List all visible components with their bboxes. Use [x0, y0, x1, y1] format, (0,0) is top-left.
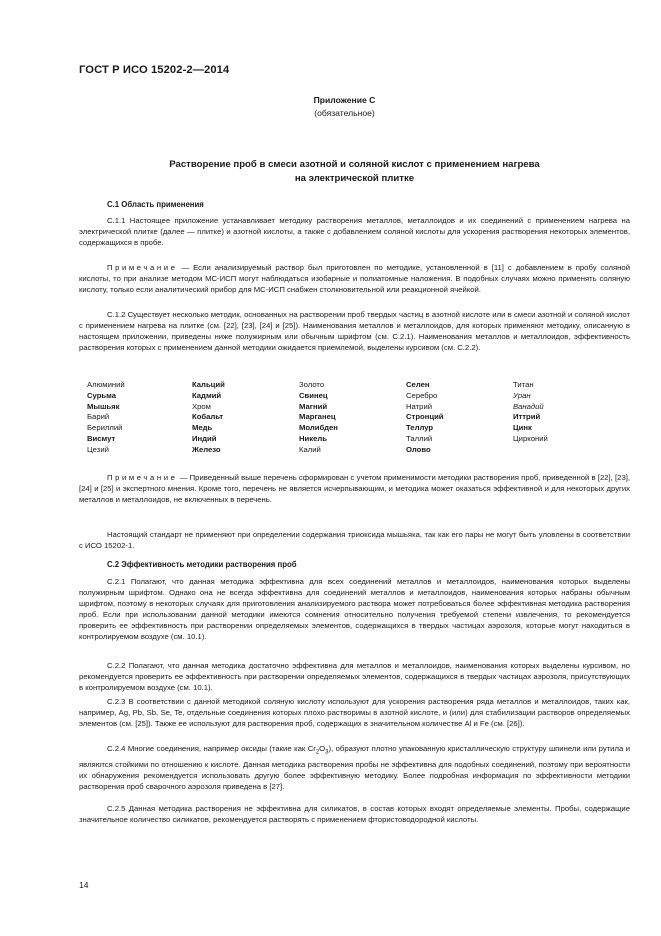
page-number: 14 [79, 880, 89, 890]
chem-subscript: 2 [315, 749, 320, 756]
element-item: Золото [299, 380, 325, 389]
element-item: Барий [87, 412, 110, 422]
element-item: Иттрий [513, 412, 541, 422]
element-item: Цинк [513, 423, 532, 433]
standard-header: ГОСТ Р ИСО 15202-2—2014 [79, 64, 230, 76]
element-item: Сурьма [87, 390, 117, 400]
paragraph-trioxide: Настоящий стандарт не применяют при определении содержания триоксида мышьяка, так как его пары не могут быть уловлены в соответствии с ИСО 15202-1. [79, 530, 630, 551]
element-item: Хром [192, 401, 211, 411]
annex-title-line-2: на электрической плитке [294, 173, 415, 184]
paragraph-c2-4 [79, 743, 630, 792]
element-item: Цирконий [513, 433, 548, 443]
annex-title [79, 158, 630, 186]
annex-title-line-1: Растворение проб в смеси азотной и соляной кислот с применением нагрева [169, 159, 540, 170]
element-item: Бериллий [87, 423, 123, 433]
element-item: Кадмий [192, 390, 222, 400]
element-item: Кобальт [192, 412, 224, 422]
paragraph-c2-2: С.2.2 Полагают, что данная методика достаточно эффективна для металлов и металлоидов, наименования которых выделены курсивом, но рекомендуется проверить ее эффективность при растворении определяемых элементов, содержащихся в твердых частицах аэрозоля, присутствующих в контролируемом воздухе (см. 10.1). [79, 661, 630, 693]
element-item: Титан [513, 380, 534, 389]
paragraph-c1-2: С.1.2 Существует несколько методик, основанных на растворении проб твердых частиц в азотной кислоте или в смеси азотной и соляной кислот с применением нагрева на плитке (см. [22], [23], [24] и [25]). Наименования металлов и металлоидов, для которых применяют методику, описанную в настоящем приложении, приведены ниже полужирным или обычным шрифтом (см. С.2.1). Наименования металлов и металлоидов, эффективность растворения которых с применением данной методики ожидается приемлемой, выделены курсивом (см. С.2.2). [79, 310, 630, 353]
element-list-col-4 [406, 380, 444, 456]
element-item: Индий [192, 433, 217, 443]
chem-subscript: 3 [325, 749, 329, 756]
note-2 [79, 472, 630, 505]
element-item: Калий [299, 444, 321, 454]
element-item: Мышьяк [87, 401, 120, 411]
element-list-col-3 [299, 380, 338, 456]
annex-label: Приложение С [313, 95, 376, 105]
element-item: Теллур [406, 423, 434, 433]
element-item: Железо [192, 444, 221, 454]
note-2-label: Примечание [107, 473, 178, 482]
note-1-text: — Если анализируемый раствор был приготовлен по методике, установленной в [11] с добавлением в пробу соляной кислоты, то при анализе методом МС-ИСП могут наблюдаться изобарные и полиатомные наложения. В подобных случаях можно применять соляную кислоту, только если аналитический прибор для МС-ИСП снабжен столкновительной или реакционной ячейкой. [79, 263, 630, 295]
element-item: Таллий [406, 433, 433, 443]
element-item: Серебро [406, 390, 438, 400]
section-c1-heading: С.1 Область применения [107, 200, 204, 209]
note-1 [79, 262, 630, 295]
element-item: Свинец [299, 390, 328, 400]
c2-4-text-start: С.2.4 Многие соединения, например оксиды (такие как Cr [107, 744, 316, 753]
paragraph-c1-1: С.1.1 Настоящее приложение устанавливает методику растворения металлов, металлоидов и их соединений с применением нагрева на электрической плитке (далее — плитке) и азотной кислоты, а также с добавлением соляной кислоты для ускорения растворения некоторых элементов, содержащихся в пробе. [79, 216, 630, 248]
paragraph-c2-1: С.2.1 Полагают, что данная методика эффективна для всех соединений металлов и металлоидов, наименования которых выделены полужирным шрифтом. Однако она не всегда эффективна для соединений металлов и металлоидов, наименования которых набраны обычным шрифтом, поэтому в некоторых случаях для приготовления анализируемого раствора может потребоваться более эффективная методика растворения проб. Если при использовании данной методики имеются сомнения относительно получения требуемой степени извлечения, то рекомендуется проверить ее эффективность при растворении определяемых элементов, содержащихся в твердых частицах аэрозоля, которые могут находиться в контролируемом воздухе (см. 10.1). [79, 577, 630, 642]
element-item: Стронций [406, 412, 444, 422]
element-item: Натрий [406, 401, 433, 411]
element-item: Селен [406, 380, 430, 389]
element-item: Медь [192, 423, 213, 433]
element-item: Магний [299, 401, 328, 411]
element-item: Олово [406, 444, 431, 454]
paragraph-c2-3: С.2.3 В соответствии с данной методикой соляную кислоту используют для ускорения растворения ряда металлов и металлоидов, таких как, например, Ag, Pb, Sb, Se, Te, отдельные соединения которых плохо растворимы в азотной кислоте, и (или) для стабилизации растворов определяемых элементов (см. [25]). Также ее используют для растворения проб, содержащих в значительном количестве Al и Fe (см. [26]). [79, 697, 630, 729]
element-list-col-2 [192, 380, 225, 456]
element-item: Марганец [299, 412, 336, 422]
annex-status: (обязательное) [314, 108, 375, 118]
element-item: Висмут [87, 433, 116, 443]
section-c2-heading: С.2 Эффективность методики растворения проб [107, 560, 297, 569]
element-list-col-5 [513, 380, 548, 445]
element-list-col-1 [87, 380, 125, 456]
element-item: Никель [299, 433, 328, 443]
element-item: Уран [513, 390, 531, 400]
element-item: Ванадий [513, 401, 544, 411]
chem-oxygen: O [319, 744, 326, 753]
note-2-text: — Приведенный выше перечень сформирован с учетом применимости методики растворения проб, приведенной в [22], [23], [24] и [25] и экспертного мнения. Кроме того, перечень не является исчерпывающим, и методика может оказаться эффективной и для некоторых других металлов и металлоидов, не включенных в перечень. [79, 473, 630, 505]
element-item: Алюминий [87, 380, 125, 389]
c2-4-text-end: ), образуют плотно упакованную кристаллическую структуру шпинели или рутила и являются стойкими по отношению к кислоте. Данная методика растворения пробы не эффективна для подобных соединений, поэтому при вероятности их обнаружения рекомендуется использовать другую более эффективную методику. Более подробная информация по эффективности методики растворения проб сварочного аэрозоля приведена в [27]. [79, 744, 630, 791]
element-item: Цезий [87, 444, 109, 454]
element-item: Молибден [299, 423, 338, 433]
element-item: Кальций [192, 380, 225, 389]
paragraph-c2-5: С.2.5 Данная методика растворения не эффективна для силикатов, в состав которых входят определяемые элементы. Пробы, содержащие значительное количество силикатов, рекомендуется растворять с применением фтористоводородной кислоты. [79, 804, 630, 825]
note-1-label: Примечание [107, 263, 178, 272]
